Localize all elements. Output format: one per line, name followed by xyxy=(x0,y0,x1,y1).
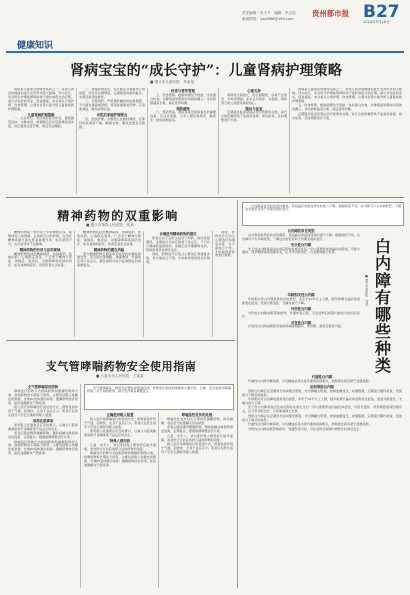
article3-heading: 支气管哮喘常用药物 xyxy=(27,385,59,390)
article4-heading: 外伤性白内障 xyxy=(290,306,312,311)
column-divider xyxy=(76,88,77,194)
article3-paragraph: 儿童、老年人、孕妇等特殊人群用药应格外谨慎，需在医生评估后选择合适的药物和剂量。 xyxy=(161,433,233,442)
article3-paragraph: 哮喘治疗药物分为控制药物和缓解药物两大类。控制药物需长期每天使用，主要包括吸入性糖皮质激素、长效β2受体激动剂等；缓解药物按需使用，能迅速缓解支气管痉挛。 xyxy=(8,388,78,405)
article4-title-char: 哪 xyxy=(374,305,391,324)
masthead-brand: 贵州都市报 xyxy=(312,9,349,18)
article4-intro: 白内障是常见的致盲性眼病，是指晶状体混浊导致的视力下降。根据病因不同，白内障可分为多种类型，了解这些类型有助于早期发现和治疗。 xyxy=(245,203,401,212)
article1-heading: 心理支持 xyxy=(247,89,261,94)
article2-paragraph: 患者应在专业医生指导下用药，按时按量服用，定期复诊评估疗效和不良反应，不可自行增减药量或停药。家属应给予理解和支持，帮助患者坚持规范治疗。 xyxy=(146,235,210,252)
article2-byline: ■ 遵义市第四人民医院 张某 xyxy=(86,223,134,227)
article3-paragraph: 吸入治疗是哮喘治疗的首选方式，药物直接作用于气道，起效快、全身不良反应少。患者应在医生指导下学会正确使用吸入装置。 xyxy=(8,405,78,417)
article1-paragraph: 肾病是儿童常见的慢性疾病之一，对患儿的身体健康和成长发育带来很大影响。作为家长，学会科学护理能够帮助孩子更好地度过治疗期，减少并发症的发生，促进康复。本文将从日常护理、饮食管理、心理支持等方面介绍儿童肾病的护理策略。 xyxy=(292,88,402,103)
section-title: 健康知识 xyxy=(17,41,54,51)
article4-intro-box xyxy=(242,202,404,226)
article1-paragraph: 六、预防感染。感染是诱发肾病复发的重要因素，应注意保暖，少去人群密集场所，勤洗手，按时接种疫苗。 xyxy=(150,110,216,123)
column-divider xyxy=(289,88,290,194)
article4-heading: 先天性白内障 xyxy=(290,242,312,247)
article4-paragraph: 预防白内障应注意避免长时间强光照射，外出佩戴太阳镜，控制血糖血压，戒烟限酒，定期进行眼科检查，发现视力下降及时就医。 xyxy=(242,388,402,397)
article1-paragraph: 一、注意休息。急性期应卧床休息，避免剧烈活动；水肿消退、病情稳定后可逐渐增加活动量，但应避免过度劳累，保证充足睡眠。 xyxy=(8,116,74,129)
article3-intro: 支气管哮喘是一种常见的慢性呼吸道疾病，药物治疗是控制哮喘的主要手段。正确、安全地使用哮喘药物，对于控制病情、减少发作具有重要意义。 xyxy=(87,385,231,394)
column-divider xyxy=(147,88,148,194)
article1-paragraph: 肾病患儿病程长、需长期服药，容易产生焦虑、自卑等情绪。家长应多陪伴、多鼓励，帮助孩子树立战胜疾病的信心。 xyxy=(221,92,287,105)
article-divider xyxy=(6,197,404,198)
article4-title-char: 些 xyxy=(374,322,391,341)
article3-col2 xyxy=(84,412,156,588)
article4-heading: 代谢性白内障 xyxy=(311,375,333,380)
page-num: 27 xyxy=(375,2,400,22)
article4-paragraph: 年龄相关性白内障是最常见的类型，多见于50岁以上人群，随年龄增长晶状体逐渐老化混浊，表现为渐进性、无痛性视力下降。 xyxy=(242,296,360,305)
article1-col2 xyxy=(79,88,145,194)
article4-title-char: 内 xyxy=(374,254,391,273)
article3-paragraph: 哮喘治疗药物分为控制药物和缓解药物两大类。控制药物需长期每天使用，主要包括吸入性糖皮质激素、长效β2受体激动剂等；缓解药物按需使用，能迅速缓解支气管痉挛。 xyxy=(8,439,78,456)
article3-heading: 用药注意事项 xyxy=(32,419,54,423)
article1-paragraph: 三、合理用药。严格遵医嘱按时按量服药，不可擅自减量或停药，特别是激素类药物，应逐渐减量，避免病情反复。 xyxy=(79,99,145,112)
editor-contact: 新闻热线：yqyl666@163.com xyxy=(242,17,294,21)
article1-heading: 出院后家庭护理要点 xyxy=(96,113,128,118)
article3-paragraph: 使用吸入性激素后应及时漱口，以减少口腔真菌感染和声音嘶哑等不良反应的发生。 xyxy=(8,422,78,431)
article2-paragraph: 精神药物包括抗精神病药、抗抑郁药、抗焦虑药、心境稳定剂等，广泛用于精神分裂症、抑郁症、焦虑症、双相障碍等疾病的治疗，能有效控制症状、改善患者生活质量。 xyxy=(77,231,141,246)
article2-col1 xyxy=(8,231,72,337)
article2-paragraph: 精神药物包括抗精神病药、抗抑郁药、抗焦虑药、心境稳定剂等，广泛用于精神分裂症、抑郁症、焦虑症、双相障碍等疾病的治疗，能有效控制症状、改善患者生活质量。 xyxy=(8,251,72,268)
article4-vertical-title xyxy=(366,238,400,374)
article3-col3 xyxy=(161,412,233,588)
article3-paragraph: 使用吸入性激素后应及时漱口，以减少口腔真菌感染和声音嘶哑等不良反应的发生。 xyxy=(84,429,156,438)
sidebar-divider xyxy=(237,200,238,588)
article1-paragraph: 四、皮肤护理。水肿患儿皮肤较薄弱，应保持皮肤清洁干燥，勤换衣物，避免皮肤受压破损。 xyxy=(79,116,145,129)
article3-heading: 哮喘急性发作的处理 xyxy=(181,413,213,418)
article1-byline: ■ 遵义市儿童医院 李某某 xyxy=(150,80,195,84)
article2-paragraph: 同时，药物治疗应结合心理治疗和康复训练，多方面综合干预，才能取得更好的治疗效果。 xyxy=(146,252,210,264)
article3-title: 支气管哮喘药物安全使用指南 xyxy=(45,360,197,373)
article2-heading: 精神药物的潜在风险 xyxy=(93,247,125,252)
article2-title: 精神药物的双重影响 xyxy=(57,209,179,223)
article3-paragraph: 吸入治疗是哮喘治疗的首选方式，药物直接作用于气道，起效快、全身不良反应少。患者应在医生指导下学会正确使用吸入装置。 xyxy=(161,442,233,454)
article3-heading: 正确使用吸入装置 xyxy=(106,413,134,418)
article1-heading: 饮食与营养管理 xyxy=(171,89,195,94)
article3-paragraph: 吸入治疗是哮喘治疗的首选方式，药物直接作用于气道，起效快、全身不良反应少。患者应在医生指导下学会正确使用吸入装置。 xyxy=(84,416,156,429)
article4-paragraph: 并发性白内障由眼部其他疾病如葡萄膜炎、青光眼、高度近视等引起。 xyxy=(248,324,344,329)
article2-heading: 合理使用精神药物的建议 xyxy=(159,232,197,237)
article4-heading: 年龄相关性白内障 xyxy=(287,293,315,298)
article1-paragraph: 肾病是儿童常见的慢性疾病之一，对患儿的身体健康和成长发育带来很大影响。作为家长，学会科学护理能够帮助孩子更好地度过治疗期，减少并发症的发生，促进康复。本文将从日常护理、饮食管理、心理支持等方面介绍儿童肾病的护理策略。 xyxy=(8,88,74,111)
article1-title: 肾病宝宝的“成长守护”：儿童肾病护理策略 xyxy=(69,63,343,79)
article4-title-char: 种 xyxy=(374,339,391,358)
article1-col1 xyxy=(8,88,74,194)
article1-paragraph: 五、饮食管理。根据病情给予低盐、优质蛋白饮食，水肿明显时限制水和钠的摄入；多吃新鲜蔬菜水果，保证营养均衡。 xyxy=(292,103,402,112)
article1-paragraph: 五、饮食管理。根据病情给予低盐、优质蛋白饮食，水肿明显时限制水和钠的摄入；多吃新鲜蔬菜水果，保证营养均衡。 xyxy=(150,92,216,105)
article2-col4 xyxy=(215,231,235,337)
article2-heading: 精神药物的作用与应用领域 xyxy=(19,247,61,252)
article1-col4 xyxy=(221,88,287,194)
article4-heading: 如何预防白内障 xyxy=(310,384,334,389)
column-divider xyxy=(74,231,75,337)
article4-title-char: 白 xyxy=(374,237,391,256)
article3-paragraph: 患者应随身携带缓解药物，避免接触过敏原和诱发因素，定期复诊，根据病情调整治疗方案。 xyxy=(8,431,78,439)
article3-col1 xyxy=(8,384,78,588)
article2-paragraph: 精神药物是一类作用于中枢神经系统、能够改变人的情绪、认知和行为的药物，在治疗精神疾病方面发挥着重要作用，但若使用不当，也可能带来不良影响。 xyxy=(8,231,72,246)
column-divider xyxy=(80,384,81,588)
article4-byline: ■ 遵义市某医院 刘某 xyxy=(364,274,369,306)
page-number xyxy=(363,2,400,22)
article2-paragraph: 部分精神药物长期使用可能导致依赖性和耐受性，还可能出现嗜睡、体重增加、代谢紊乱等不良反应，擅自停药可能引起戒断症状或病情复发。 xyxy=(77,251,141,268)
article1-col3 xyxy=(150,88,216,194)
article4-heading: 白内障的常见类型 xyxy=(287,229,315,234)
article4-paragraph: 外伤性白内障由眼部钝挫伤、穿通伤等引起，可在受伤后短期内或较长时间后发生。 xyxy=(248,426,363,431)
article4-paragraph: 先天性白内障是指出生前后即存在或出生后一年内逐渐形成的晶状体混浊，可能与遗传、母孕期感染等因素有关，应尽早诊断治疗，以免影响视力发育。 xyxy=(242,405,402,414)
article4-title-char: 有 xyxy=(374,288,391,307)
article4-col-bottom xyxy=(242,374,402,588)
page-code: B xyxy=(363,2,376,22)
article4-col-mid xyxy=(242,292,360,370)
article3-heading: 特殊人群用药 xyxy=(109,439,131,444)
article1-heading: 儿童肾病护理策略 xyxy=(27,112,55,117)
article1-paragraph: 定期随访复查是保证治疗效果的关键，家长应按医嘱带孩子复查尿常规、肾功能等，及时调整治疗方案。 xyxy=(292,111,402,120)
article1-col5 xyxy=(292,88,402,194)
article4-paragraph: 先天性白内障是指出生前后即存在或出生后一年内逐渐形成的晶状体混浊，可能与遗传、母孕期感染等因素有关，应尽早诊断治疗，以免影响视力发育。 xyxy=(242,246,360,255)
article-divider xyxy=(6,340,235,341)
article3-intro-box xyxy=(84,384,234,410)
article3-paragraph: 患者应随身携带缓解药物，避免接触过敏原和诱发因素，定期复诊，根据病情调整治疗方案。 xyxy=(161,425,233,434)
article2-paragraph: 同时，药物治疗应结合心理治疗和康复训练，多方面综合干预，才能取得更好的治疗效果。 xyxy=(215,231,235,258)
article4-title-char: 类 xyxy=(374,356,391,375)
article2-col3 xyxy=(146,231,210,337)
article4-col-top xyxy=(242,228,360,288)
column-divider xyxy=(212,231,213,337)
article3-byline: ■ 六盘水市人民医院 王某某 xyxy=(96,374,144,378)
article3-paragraph: 儿童、老年人、孕妇等特殊人群用药应格外谨慎，需在医生评估后选择合适的药物和剂量。 xyxy=(84,442,156,451)
article3-paragraph: 哮喘治疗药物分为控制药物和缓解药物两大类。控制药物需长期每天使用，主要包括吸入性糖皮质激素、长效β2受体激动剂等；缓解药物按需使用，能迅速缓解支气管痉挛。 xyxy=(84,451,156,467)
article4-paragraph: 年龄相关性白内障是最常见的类型，多见于50岁以上人群，随年龄增长晶状体逐渐老化混浊，表现为渐进性、无痛性视力下降。 xyxy=(242,397,402,405)
article1-paragraph: 二、观察病情变化。家长要注意观察孩子的尿量、尿色及水肿情况，定期测量体重和血压，发现异常及时就医。 xyxy=(79,88,145,99)
article4-paragraph: 白内障是常见的致盲性眼病，是指晶状体混浊导致的视力下降。根据病因不同，白内障可分为多种类型，了解这些类型有助于早期发现和治疗。 xyxy=(242,232,360,241)
article4-heading: 并发性白内障 xyxy=(290,320,312,325)
article4-paragraph: 外伤性白内障由眼部钝挫伤、穿通伤等引起，可在受伤后短期内或较长时间后发生。 xyxy=(242,310,360,319)
column-divider xyxy=(143,231,144,337)
article4-title-char: 障 xyxy=(374,271,391,290)
editor-line: 责任编辑：朱千千 编辑：冯文仪 xyxy=(242,11,296,15)
header-rule xyxy=(6,51,404,53)
article4-paragraph: 预防白内障应注意避免长时间强光照射，外出佩戴太阳镜，控制血糖血压，戒烟限酒，定期进行眼科检查，发现视力下降及时就医。 xyxy=(242,413,402,422)
article1-heading: 随访与复查 xyxy=(245,106,263,111)
article4-paragraph: 代谢性白内障与糖尿病、半乳糖血症等全身代谢性疾病相关，控制原发病有助于延缓进展。 xyxy=(248,378,372,383)
article4-paragraph: 代谢性白内障与糖尿病、半乳糖血症等全身代谢性疾病相关，控制原发病有助于延缓进展。 xyxy=(248,422,372,427)
article1-paragraph: 定期随访复查是保证治疗效果的关键，家长应按医嘱带孩子复查尿常规、肾功能等，及时调整治疗方案。 xyxy=(221,110,287,123)
article1-heading: 预防感染 xyxy=(176,106,190,111)
article2-col2 xyxy=(77,231,141,337)
issue-date: 2024年5月16日 xyxy=(363,20,390,24)
column-divider xyxy=(158,412,159,588)
article3-paragraph: 哮喘急性发作时应立即使用缓解药物，保持镇静，若症状不能缓解应及时就医。 xyxy=(161,416,233,425)
column-divider xyxy=(218,88,219,194)
